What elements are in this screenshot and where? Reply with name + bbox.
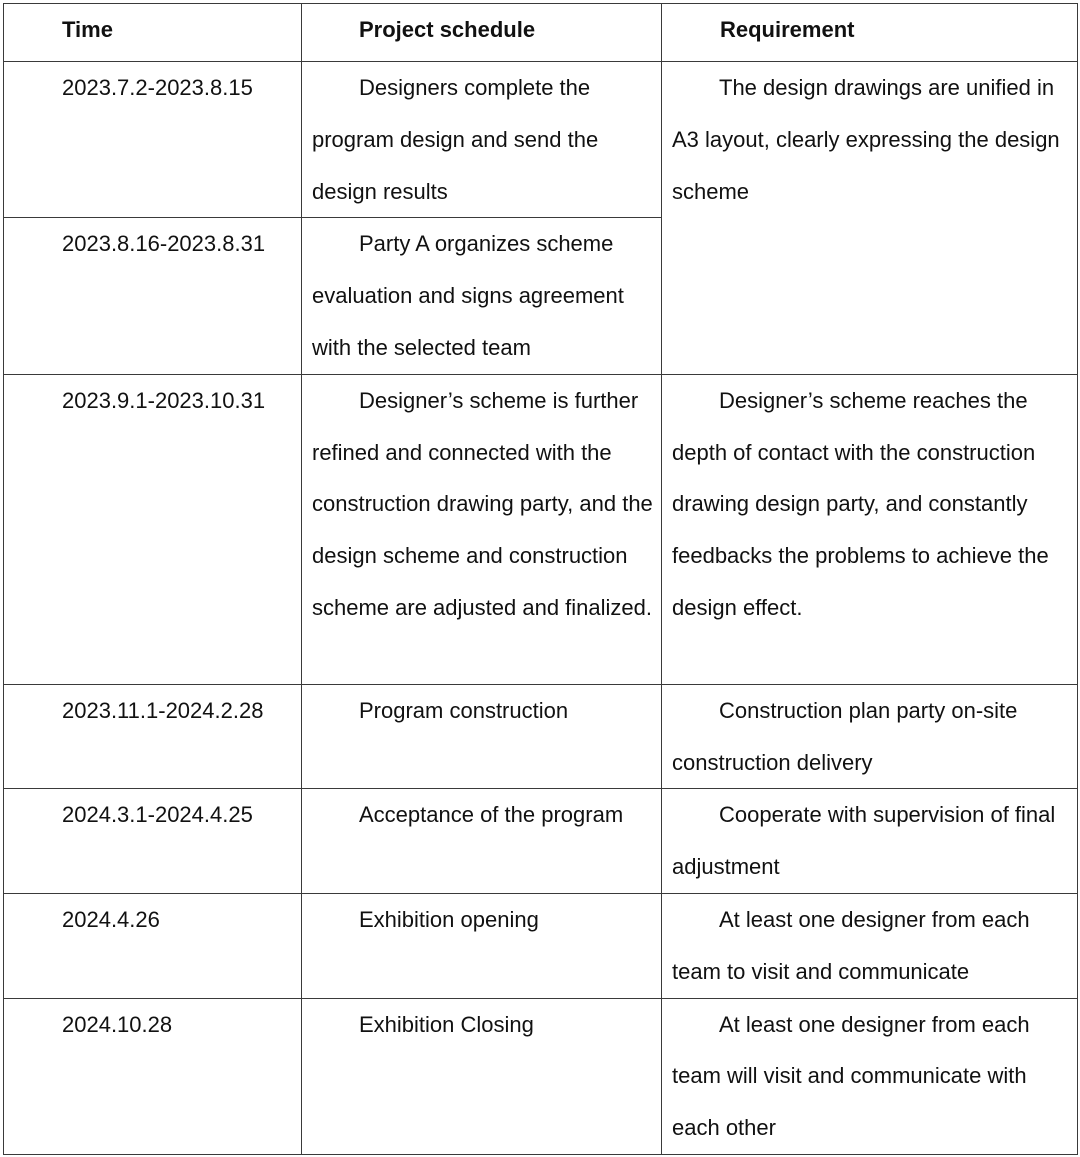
table-row: [4, 893, 1078, 998]
requirement-cell: At least one designer from each team will visit and communicate with each other: [662, 998, 1078, 1154]
schedule-cell: Program construction: [302, 684, 662, 789]
table-row: [4, 684, 1078, 789]
table-header-row: [4, 4, 1078, 62]
requirement-cell: The design drawings are unified in A3 layout, clearly expressing the design scheme: [662, 62, 1078, 375]
schedule-cell: Exhibition opening: [302, 893, 662, 998]
table-row: [4, 789, 1078, 894]
table-row: [4, 62, 1078, 218]
requirement-cell: Cooperate with supervision of final adjustment: [662, 789, 1078, 894]
header-project-schedule: Project schedule: [302, 4, 662, 62]
schedule-cell: Party A organizes scheme evaluation and signs agreement with the selected team: [302, 218, 662, 374]
table-row: [4, 998, 1078, 1154]
time-cell: 2023.8.16-2023.8.31: [4, 218, 302, 374]
schedule-cell: Designers complete the program design and send the design results: [302, 62, 662, 218]
header-time: Time: [4, 4, 302, 62]
requirement-cell: At least one designer from each team to visit and communicate: [662, 893, 1078, 998]
requirement-cell: Designer’s scheme reaches the depth of contact with the construction drawing design party, and constantly feedbacks the problems to achieve the design effect.: [662, 374, 1078, 684]
time-cell: 2024.10.28: [4, 998, 302, 1154]
requirement-cell: Construction plan party on-site construction delivery: [662, 684, 1078, 789]
header-requirement: Requirement: [662, 4, 1078, 62]
time-cell: 2023.11.1-2024.2.28: [4, 684, 302, 789]
time-cell: 2023.7.2-2023.8.15: [4, 62, 302, 218]
table-row: [4, 374, 1078, 684]
time-cell: 2023.9.1-2023.10.31: [4, 374, 302, 684]
schedule-cell: Acceptance of the program: [302, 789, 662, 894]
schedule-cell: Exhibition Closing: [302, 998, 662, 1154]
schedule-cell: Designer’s scheme is further refined and connected with the construction drawing party, and the design scheme and construction scheme are adjusted and finalized.: [302, 374, 662, 684]
schedule-table: [3, 3, 1078, 1155]
time-cell: 2024.3.1-2024.4.25: [4, 789, 302, 894]
time-cell: 2024.4.26: [4, 893, 302, 998]
